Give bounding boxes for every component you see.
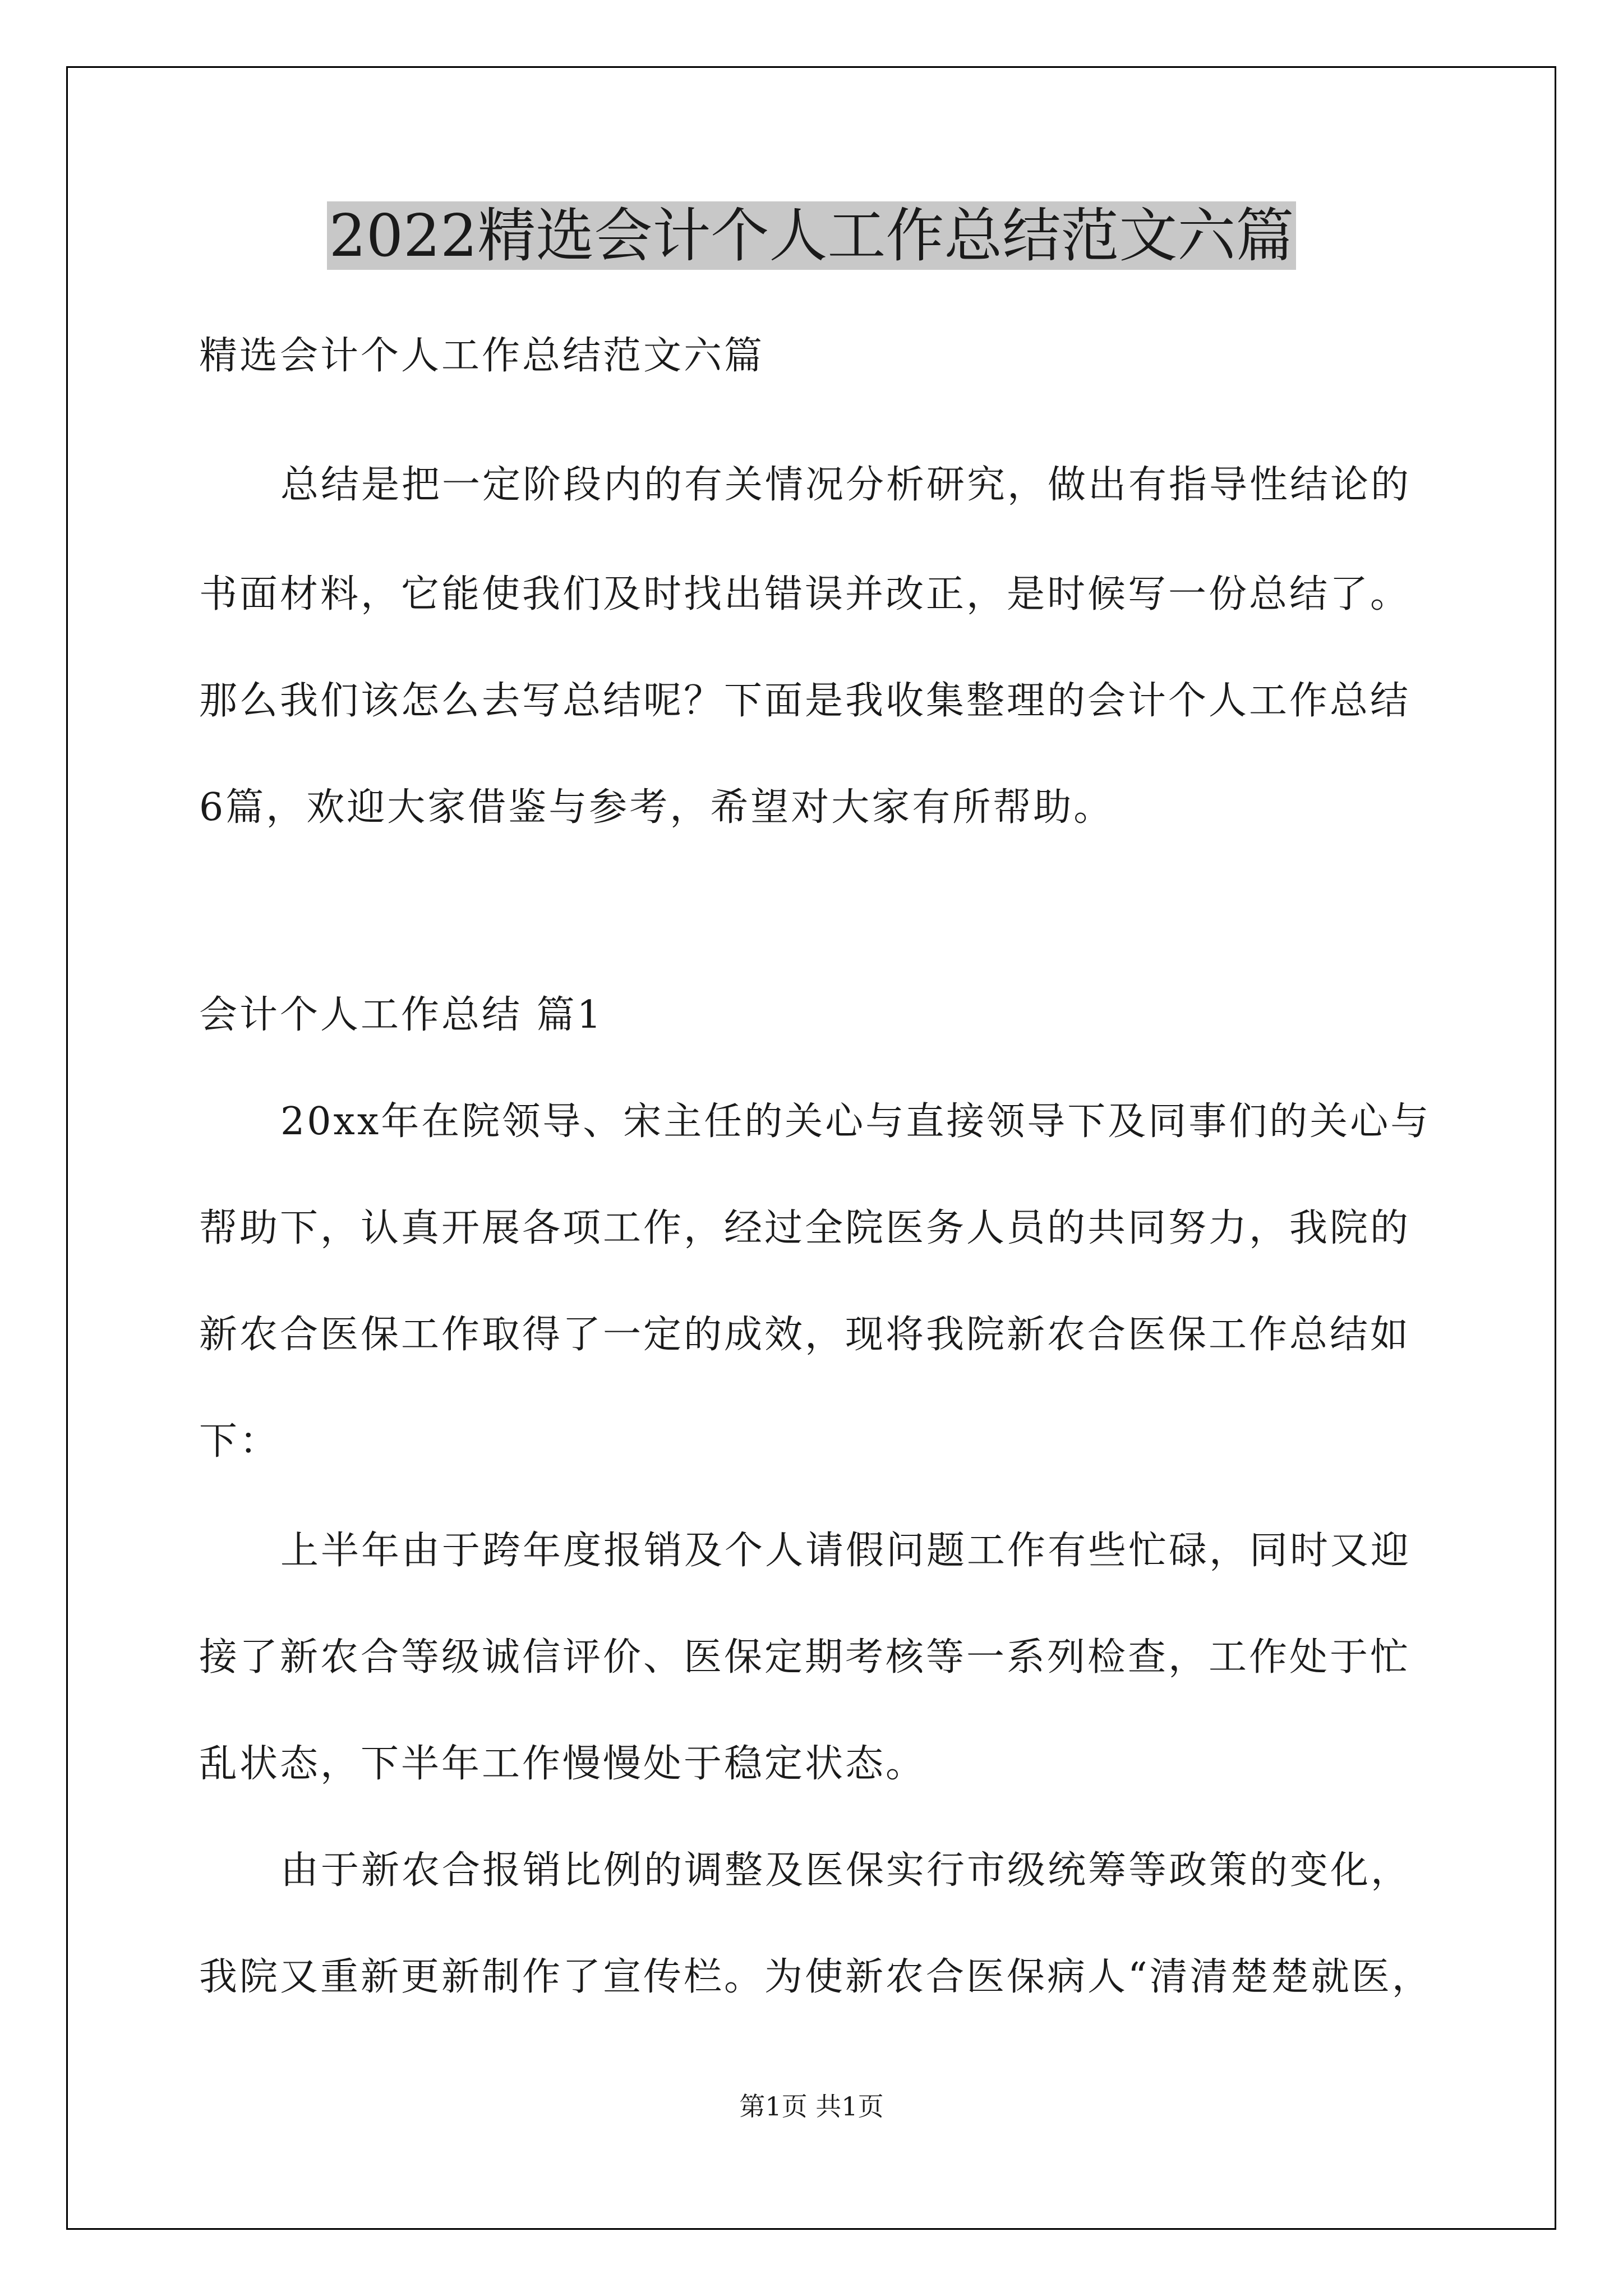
para3-line-1: 由于新农合报销比例的调整及医保实行市级统筹等政策的变化， xyxy=(280,1848,1412,1893)
para2-line-2: 接了新农合等级诚信评价、医保定期考核等一系列检查，工作处于忙 xyxy=(199,1635,1411,1680)
para3-line-2: 我院又重新更新制作了宣传栏。为使新农合医保病人“清清楚楚就医， xyxy=(199,1955,1432,1999)
page-footer: 第1页 共1页 xyxy=(739,2091,884,2122)
intro-line-4: 6篇，欢迎大家借鉴与参考，希望对大家有所帮助。 xyxy=(199,785,1114,830)
section-heading: 会计个人工作总结 篇1 xyxy=(199,993,603,1037)
document-title-text: 2022精选会计个人工作总结范文六篇 xyxy=(327,201,1297,270)
para2-line-3: 乱状态，下半年工作慢慢处于稳定状态。 xyxy=(199,1742,926,1786)
para1-line-3: 新农合医保工作取得了一定的成效，现将我院新农合医保工作总结如 xyxy=(199,1313,1411,1357)
para1-line-4: 下： xyxy=(199,1419,280,1464)
para1-line-1: 20xx年在院领导、宋主任的关心与直接领导下及同事们的关心与 xyxy=(280,1099,1431,1144)
document-title xyxy=(0,194,1623,278)
intro-line-3: 那么我们该怎么去写总结呢？下面是我收集整理的会计个人工作总结 xyxy=(199,679,1411,723)
document-subtitle: 精选会计个人工作总结范文六篇 xyxy=(199,334,765,378)
intro-line-2: 书面材料，它能使我们及时找出错误并改正，是时候写一份总结了。 xyxy=(199,572,1411,616)
para2-line-1: 上半年由于跨年度报销及个人请假问题工作有些忙碌，同时又迎 xyxy=(280,1529,1412,1573)
intro-line-1: 总结是把一定阶段内的有关情况分析研究，做出有指导性结论的 xyxy=(280,463,1412,507)
para1-line-2: 帮助下，认真开展各项工作，经过全院医务人员的共同努力，我院的 xyxy=(199,1206,1411,1250)
